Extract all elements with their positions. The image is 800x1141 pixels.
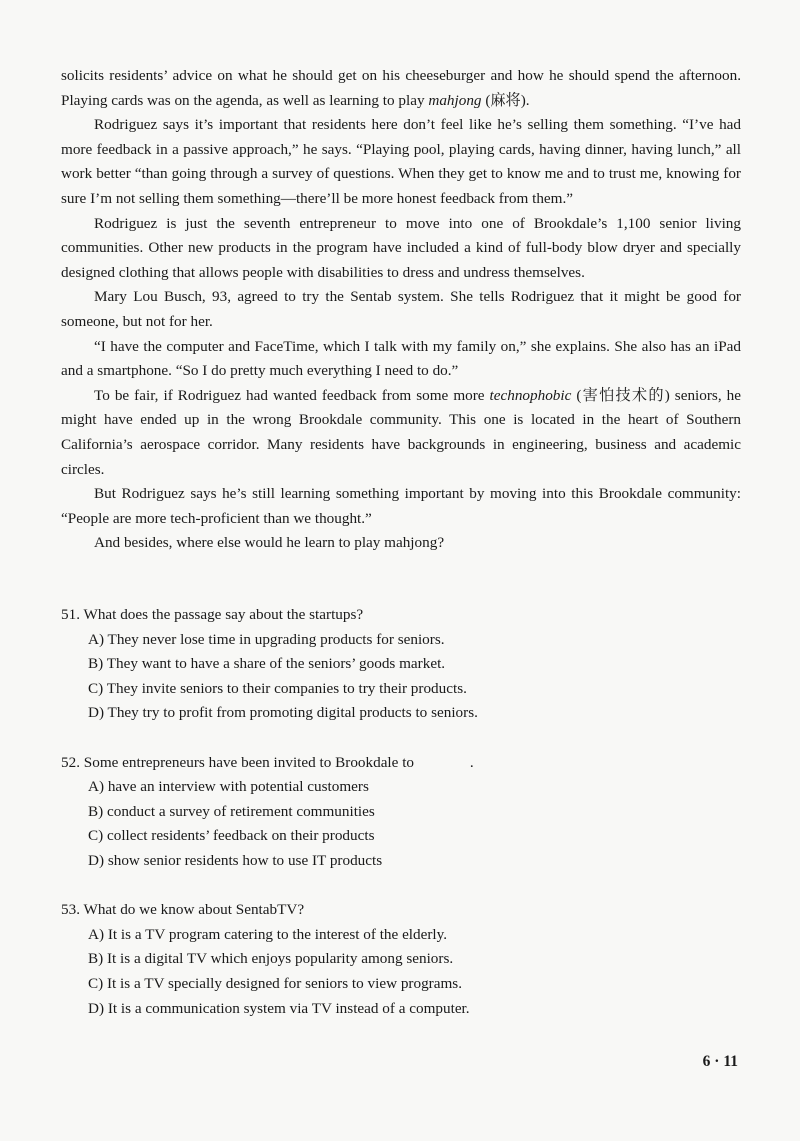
- option-d: D) They try to profit from promoting digital products to seniors.: [88, 704, 478, 722]
- paragraph-8: And besides, where else would he learn to play mahjong?: [94, 534, 445, 552]
- question-stem-end: .: [469, 753, 474, 771]
- option-a: A) have an interview with potential customers: [88, 778, 369, 796]
- paragraph-6-text-after: (害怕技术的) seniors, he might have ended up in the wrong Brookdale community. This one is located in the heart of Southern California’s aerospace corridor. Many residents have backgrounds in engineering, business and academic circles.: [61, 386, 741, 478]
- option-c: C) They invite seniors to their companies to try their products.: [88, 679, 467, 697]
- question-stem: 53. What do we know about SentabTV?: [61, 901, 305, 919]
- paragraph-6: [61, 384, 741, 482]
- paragraph-4: Mary Lou Busch, 93, agreed to try the Sentab system. She tells Rodriguez that it might be good for someone, but not for her.: [61, 288, 741, 330]
- option-c: C) collect residents’ feedback on their products: [88, 827, 375, 845]
- question-53: [61, 898, 741, 1021]
- question-list: [61, 603, 741, 1046]
- question-52: [61, 751, 741, 874]
- option-d: D) It is a communication system via TV instead of a computer.: [88, 999, 470, 1017]
- paragraph-5: “I have the computer and FaceTime, which I talk with my family on,” she explains. She also has an iPad and a smartphone. “So I do pretty much everything I need to do.”: [61, 337, 741, 380]
- paragraph-1-text-before: solicits residents’ advice on what he should get on his cheeseburger and how he should spend the afternoon. Playing cards was on the agenda, as well as learning to play: [61, 67, 741, 109]
- question-stem: 51. What does the passage say about the startups?: [61, 606, 364, 623]
- paragraph-1-italic-term: mahjong: [428, 91, 482, 109]
- question-51: [61, 603, 741, 726]
- paragraph-1: [61, 64, 741, 113]
- option-b: B) They want to have a share of the seniors’ goods market.: [88, 655, 446, 673]
- option-b: B) conduct a survey of retirement communities: [88, 802, 375, 820]
- option-a: A) It is a TV program catering to the interest of the elderly.: [88, 925, 448, 943]
- option-b: B) It is a digital TV which enjoys popularity among seniors.: [88, 950, 454, 968]
- option-d: D) show senior residents how to use IT products: [88, 851, 383, 869]
- paragraph-7: But Rodriguez says he’s still learning something important by moving into this Brookdale community: “People are more tech-proficient than we thought.”: [61, 485, 741, 527]
- option-a: A) They never lose time in upgrading products for seniors.: [88, 630, 445, 648]
- reading-passage: [61, 64, 741, 556]
- paragraph-1-text-after: (麻将).: [481, 91, 530, 109]
- answer-blank: [418, 766, 470, 767]
- paragraph-6-italic-term: technophobic: [489, 386, 572, 404]
- paragraph-2: Rodriguez says it’s important that residents here don’t feel like he’s selling them something. “I’ve had more feedback in a passive approach,” he says. “Playing pool, playing cards, having dinner, having lunch,” all work better “than going through a survey of questions. When they get to know me and to trust me, knowing for sure I’m not selling them something—there’ll be more honest feedback from them.”: [61, 116, 741, 207]
- question-stem-text: 52. Some entrepreneurs have been invited to Brookdale to: [61, 753, 415, 771]
- paragraph-3: Rodriguez is just the seventh entrepreneur to move into one of Brookdale’s 1,100 senior living communities. Other new products in the program have included a kind of full-body blow dryer and specially designed clothing that allows people with disabilities to dress and undress themselves.: [61, 214, 741, 281]
- page-number: 6 · 11: [702, 1053, 738, 1070]
- question-stem: [61, 751, 741, 776]
- paragraph-6-text-before: To be fair, if Rodriguez had wanted feedback from some more: [94, 386, 490, 404]
- option-c: C) It is a TV specially designed for seniors to view programs.: [88, 974, 462, 992]
